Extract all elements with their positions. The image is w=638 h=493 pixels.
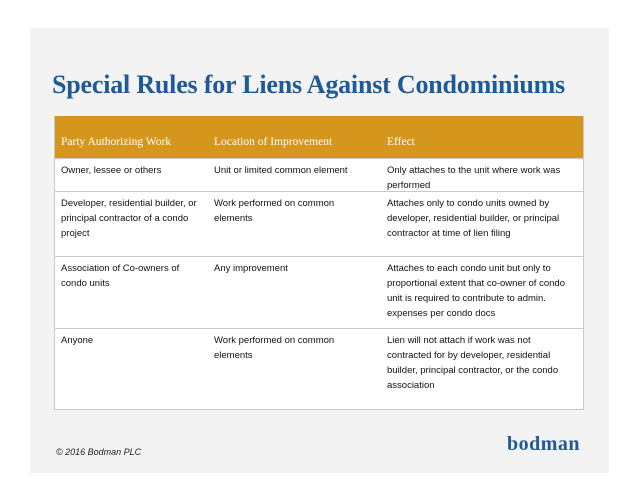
cell-location: Work performed on common elements bbox=[214, 198, 335, 224]
bodman-logo: bodman bbox=[507, 433, 581, 455]
cell-location: Work performed on common elements bbox=[214, 335, 335, 361]
cell-location: Any improvement bbox=[214, 263, 288, 274]
cell-party: Owner, lessee or others bbox=[61, 165, 162, 176]
cell-effect: Attaches to each condo unit but only to proportional extent that co-owner of condo unit is required to contribute to admin. expenses per condo docs bbox=[387, 263, 565, 319]
header-party: Party Authorizing Work bbox=[61, 135, 172, 148]
cell-party: Anyone bbox=[61, 335, 94, 346]
cell-party: Association of Co-owners of condo units bbox=[61, 263, 180, 289]
header-location: Location of Improvement bbox=[214, 135, 333, 148]
table-row bbox=[55, 191, 583, 256]
cell-effect: Attaches only to condo units owned by developer, residential builder, or principal contractor at time of lien filing bbox=[387, 198, 560, 239]
table-header bbox=[55, 116, 583, 158]
header-effect: Effect bbox=[387, 135, 415, 148]
table-row bbox=[55, 158, 583, 191]
table-row bbox=[55, 328, 583, 409]
table-row bbox=[55, 256, 583, 328]
copyright-footer: © 2016 Bodman PLC bbox=[56, 447, 142, 457]
cell-effect: Lien will not attach if work was not contracted for by developer, residential builder, principal contractor, or the condo association bbox=[387, 335, 559, 391]
cell-party: Developer, residential builder, or principal contractor of a condo project bbox=[61, 198, 197, 239]
cell-effect: Only attaches to the unit where work was performed bbox=[387, 165, 561, 191]
slide-title: Special Rules for Liens Against Condominiums bbox=[52, 70, 565, 99]
liens-table bbox=[54, 116, 584, 410]
cell-location: Unit or limited common element bbox=[214, 165, 348, 176]
